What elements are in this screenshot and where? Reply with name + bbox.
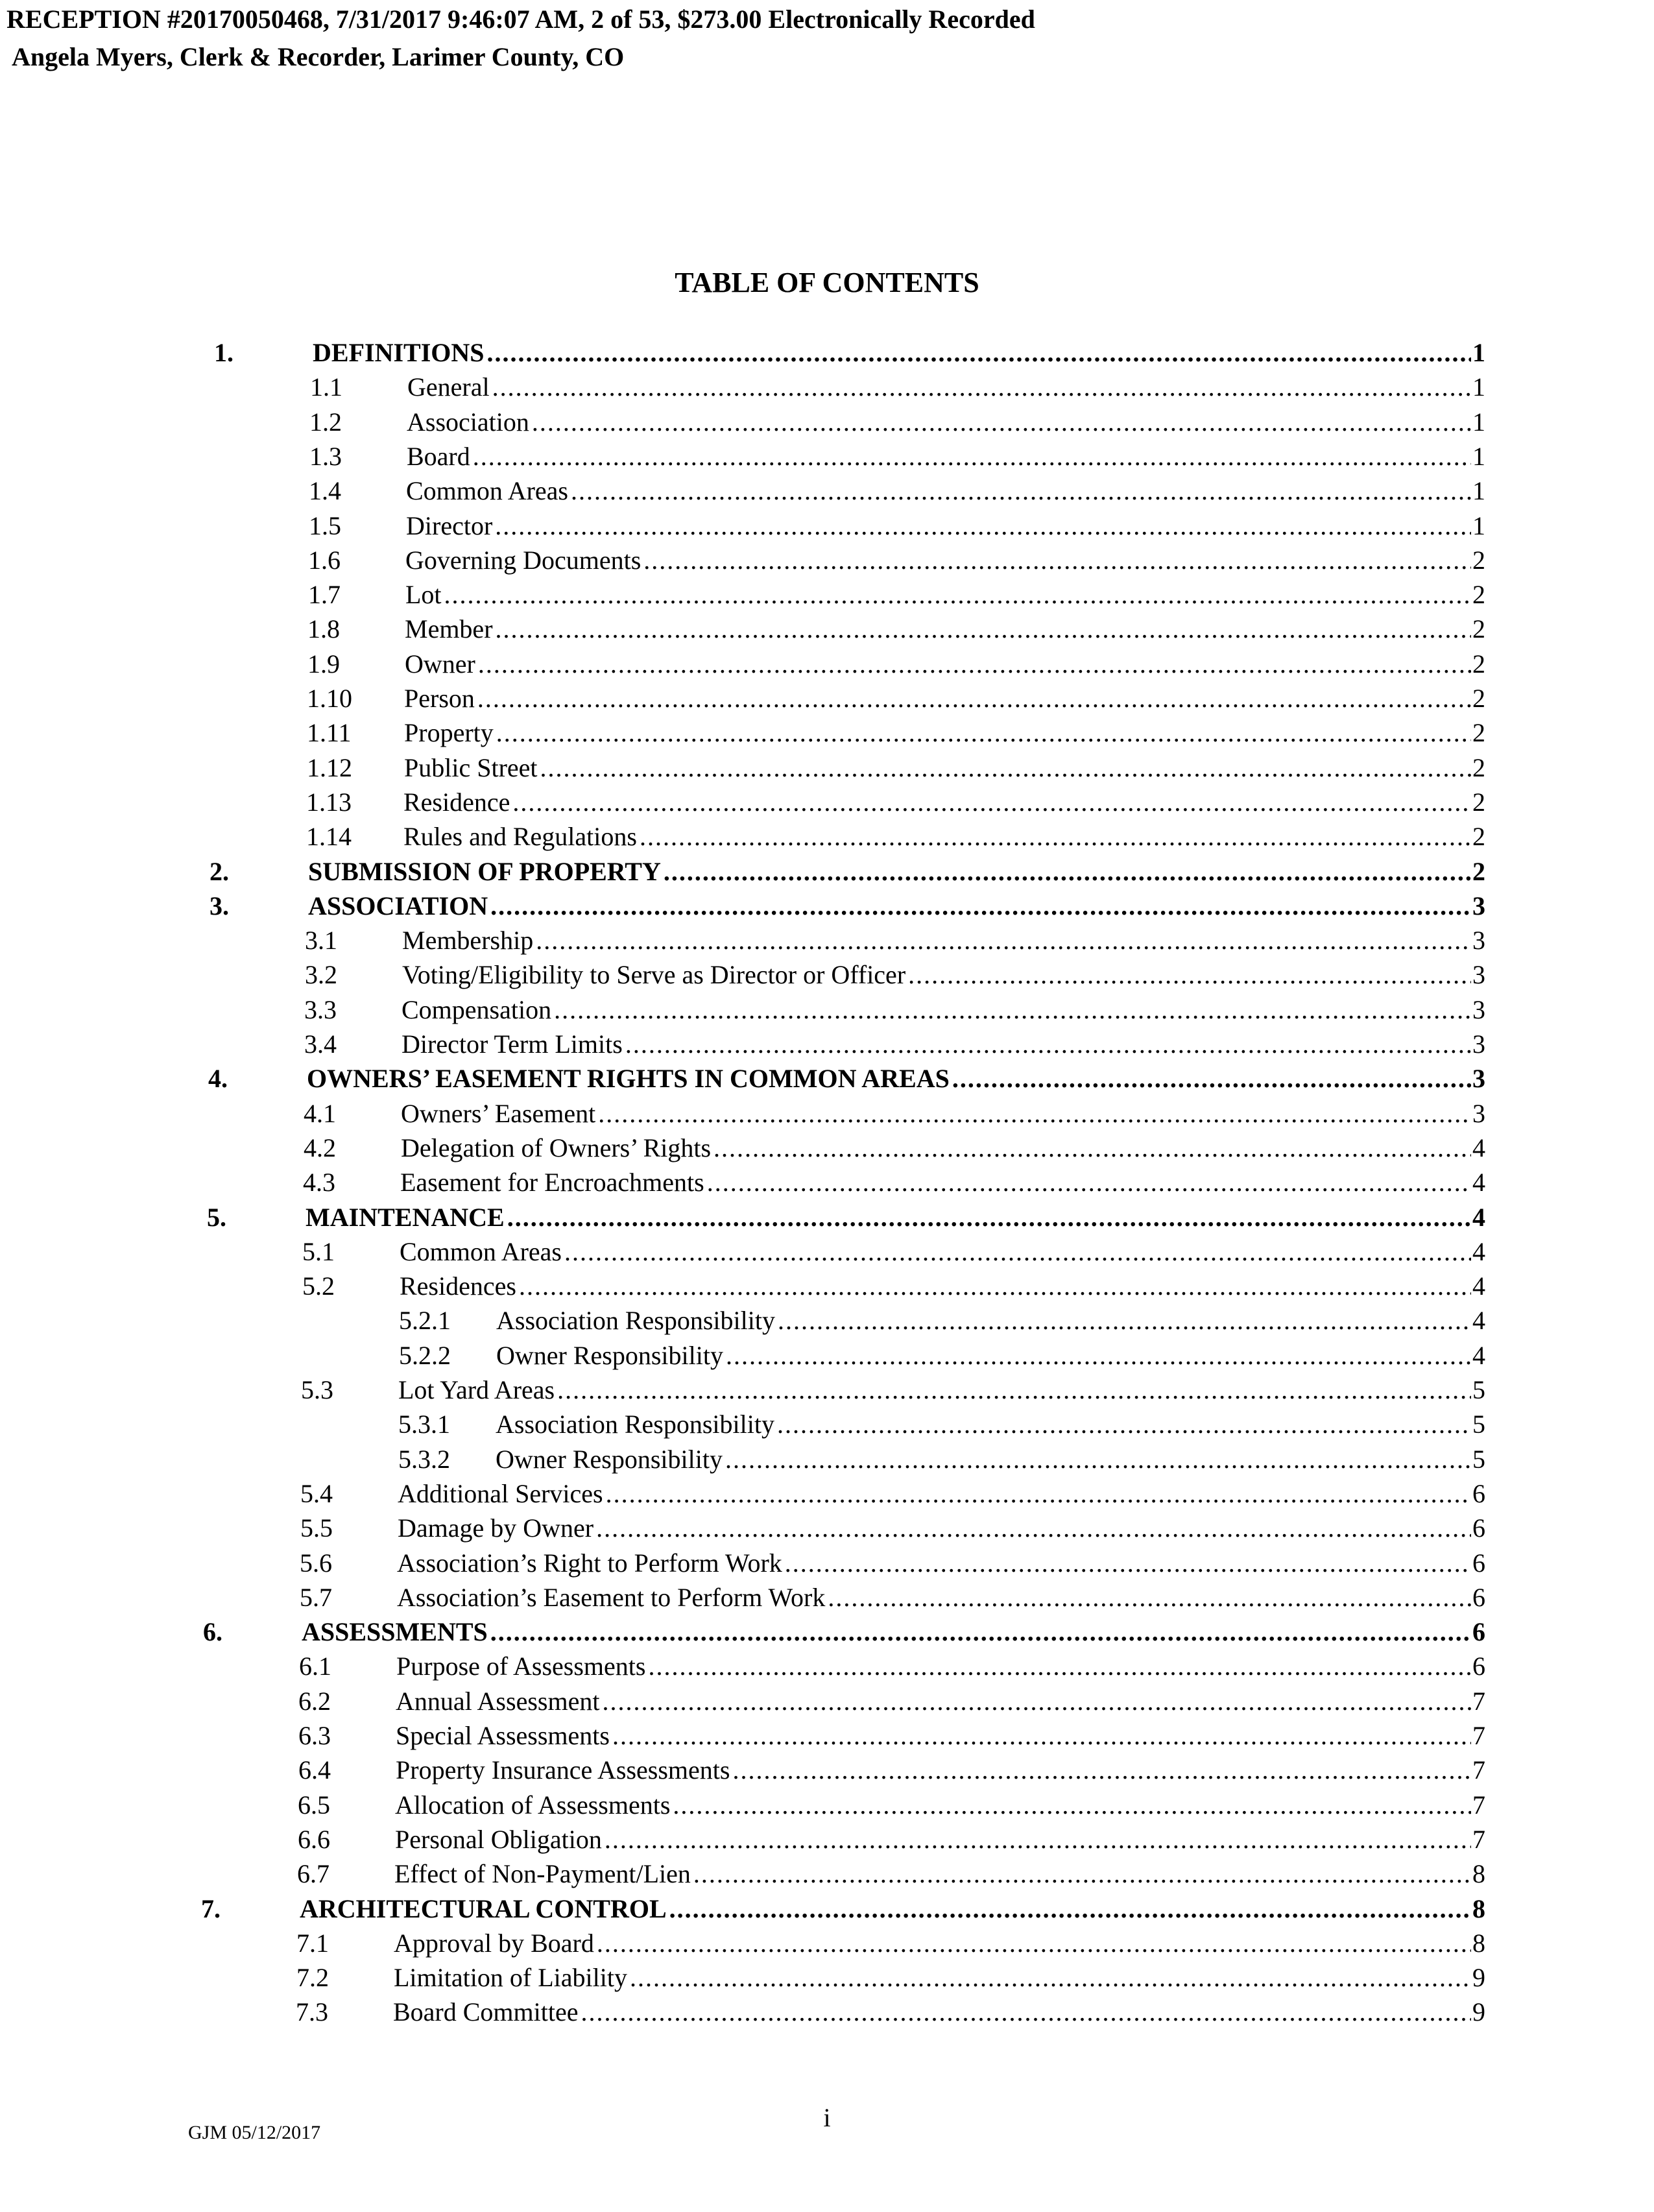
toc-entry-number: 3.2 bbox=[305, 960, 337, 989]
toc-entry-leader bbox=[406, 508, 1485, 544]
dot-leader bbox=[496, 715, 1471, 751]
toc-entry bbox=[308, 542, 1485, 579]
toc-entry-label: Board Committee bbox=[393, 1994, 581, 2030]
toc-entry-leader bbox=[406, 473, 1485, 509]
toc-entry-number: 5.6 bbox=[300, 1548, 332, 1578]
toc-entry-leader bbox=[401, 1130, 1485, 1166]
toc-entry-page: 1 bbox=[1472, 407, 1485, 437]
dot-leader bbox=[532, 404, 1471, 440]
toc-entry bbox=[210, 854, 1485, 890]
toc-entry-label: Allocation of Assessments bbox=[395, 1787, 673, 1823]
toc-entry-label: Limitation of Liability bbox=[394, 1960, 630, 1996]
toc-entry bbox=[309, 508, 1485, 544]
toc-entry-label: Additional Services bbox=[398, 1476, 606, 1512]
toc-entry-leader bbox=[398, 1372, 1485, 1408]
toc-entry bbox=[214, 335, 1485, 371]
toc-entry-page: 7 bbox=[1472, 1825, 1485, 1854]
toc-entry-leader bbox=[404, 680, 1485, 717]
toc-entry-leader bbox=[393, 1994, 1485, 2030]
toc-entry-page: 4 bbox=[1472, 1237, 1485, 1266]
dot-leader bbox=[536, 922, 1471, 959]
toc-entry-number: 5.3 bbox=[301, 1375, 333, 1404]
dot-leader bbox=[828, 1580, 1471, 1616]
toc-entry-leader bbox=[405, 577, 1485, 613]
toc-entry-leader bbox=[404, 715, 1485, 751]
dot-leader bbox=[602, 1683, 1471, 1720]
toc-entry-label: Association bbox=[407, 404, 532, 440]
toc-entry-page: 9 bbox=[1472, 1963, 1485, 1992]
toc-entry-label: OWNERS’ EASEMENT RIGHTS IN COMMON AREAS bbox=[307, 1061, 952, 1097]
toc-entry-number: 1.1 bbox=[310, 372, 342, 402]
toc-entry-label: Person bbox=[404, 680, 477, 717]
footer-version: GJM 05/12/2017 bbox=[188, 2122, 321, 2143]
toc-entry-number: 6.5 bbox=[298, 1790, 330, 1820]
toc-entry-page: 3 bbox=[1472, 995, 1485, 1024]
dot-leader bbox=[669, 1891, 1471, 1927]
toc-entry-label: Compensation bbox=[402, 992, 554, 1028]
toc-entry-page: 8 bbox=[1472, 1929, 1485, 1958]
recording-stamp-line-2: Angela Myers, Clerk & Recorder, Larimer County, CO bbox=[12, 42, 625, 71]
toc-entry-number: 5. bbox=[207, 1203, 226, 1232]
toc-entry-page: 6 bbox=[1472, 1652, 1485, 1681]
dot-leader bbox=[612, 1718, 1471, 1754]
toc-entry bbox=[307, 750, 1485, 786]
toc-entry bbox=[210, 888, 1485, 924]
toc-entry-label: Purpose of Assessments bbox=[396, 1648, 648, 1685]
toc-entry-leader bbox=[496, 1406, 1485, 1443]
toc-entry bbox=[309, 439, 1485, 475]
toc-entry-label: Residences bbox=[400, 1268, 519, 1304]
toc-entry-number: 6.2 bbox=[298, 1687, 331, 1716]
toc-entry-leader bbox=[307, 1061, 1485, 1097]
toc-entry-label: Director Term Limits bbox=[402, 1026, 625, 1063]
toc-entry-number: 3.1 bbox=[305, 926, 337, 955]
toc-entry-number: 1.14 bbox=[306, 822, 352, 851]
dot-leader bbox=[490, 888, 1471, 924]
dot-leader bbox=[673, 1787, 1471, 1823]
dot-leader bbox=[606, 1476, 1471, 1512]
toc-entry-leader bbox=[396, 1648, 1485, 1685]
toc-entry-page: 1 bbox=[1472, 442, 1485, 471]
toc-entry-page: 3 bbox=[1472, 1029, 1485, 1059]
toc-entry-label: Personal Obligation bbox=[395, 1821, 605, 1858]
toc-entry-page: 3 bbox=[1472, 960, 1485, 989]
toc-entry-number: 3.4 bbox=[304, 1029, 337, 1059]
toc-entry-number: 4.2 bbox=[304, 1133, 336, 1162]
toc-entry bbox=[300, 1476, 1485, 1512]
toc-entry-page: 2 bbox=[1472, 614, 1485, 643]
toc-entry-label: Member bbox=[405, 611, 496, 647]
toc-entry-page: 8 bbox=[1472, 1859, 1485, 1888]
toc-entry-label: Membership bbox=[402, 922, 536, 959]
toc-entry-label: Owner Responsibility bbox=[496, 1338, 726, 1374]
toc-entry-page: 5 bbox=[1472, 1410, 1485, 1439]
toc-entry bbox=[399, 1338, 1485, 1374]
toc-entry-number: 5.2 bbox=[302, 1271, 335, 1301]
toc-entry-page: 1 bbox=[1472, 511, 1485, 540]
toc-entry-label: Governing Documents bbox=[405, 542, 643, 579]
toc-entry-number: 4.1 bbox=[304, 1099, 336, 1128]
toc-entry-leader bbox=[394, 1960, 1485, 1996]
toc-entry-number: 5.3.1 bbox=[398, 1410, 450, 1439]
dot-leader bbox=[664, 854, 1471, 890]
toc-entry-number: 1.6 bbox=[308, 546, 341, 575]
toc-entry bbox=[306, 819, 1485, 855]
toc-entry-page: 2 bbox=[1472, 684, 1485, 713]
dot-leader bbox=[605, 1821, 1471, 1858]
toc-entry-page: 2 bbox=[1472, 546, 1485, 575]
toc-entry bbox=[309, 473, 1485, 509]
toc-entry-label: Association Responsibility bbox=[496, 1406, 777, 1443]
toc-entry-label: Approval by Board bbox=[394, 1925, 597, 1962]
toc-entry-number: 6. bbox=[203, 1617, 222, 1646]
toc-entry bbox=[299, 1648, 1485, 1685]
toc-entry-page: 4 bbox=[1472, 1306, 1485, 1335]
toc-entry-leader bbox=[405, 542, 1485, 579]
toc-entry bbox=[305, 922, 1485, 959]
toc-entry bbox=[297, 1856, 1485, 1892]
toc-entry bbox=[398, 1406, 1485, 1443]
toc-entry-number: 5.2.2 bbox=[399, 1341, 451, 1370]
toc-entry-label: Common Areas bbox=[400, 1234, 564, 1270]
dot-leader bbox=[554, 992, 1471, 1028]
dot-leader bbox=[713, 1130, 1471, 1166]
toc-entry-leader bbox=[308, 888, 1485, 924]
toc-entry-page: 6 bbox=[1472, 1479, 1485, 1508]
toc-entry-page: 1 bbox=[1472, 476, 1485, 505]
toc-entry-leader bbox=[397, 1580, 1485, 1616]
toc-entry-leader bbox=[403, 819, 1485, 855]
toc-entry-page: 2 bbox=[1472, 787, 1485, 817]
toc-entry bbox=[298, 1683, 1485, 1720]
toc-entry-number: 1.4 bbox=[309, 476, 341, 505]
toc-entry-number: 7. bbox=[201, 1894, 221, 1923]
toc-entry-label: Owners’ Easement bbox=[401, 1096, 598, 1132]
dot-leader bbox=[725, 1441, 1471, 1478]
toc-entry-number: 4. bbox=[208, 1064, 228, 1093]
toc-entry-page: 7 bbox=[1472, 1721, 1485, 1750]
dot-leader bbox=[630, 1960, 1471, 1996]
toc-entry-label: Lot bbox=[405, 577, 444, 613]
toc-entry-number: 3.3 bbox=[304, 995, 337, 1024]
toc-entry-page: 2 bbox=[1472, 580, 1485, 609]
toc-entry bbox=[304, 992, 1485, 1028]
toc-entry-page: 3 bbox=[1472, 1099, 1485, 1128]
toc-entry-number: 3. bbox=[210, 891, 229, 920]
toc-entry-leader bbox=[302, 1614, 1485, 1650]
toc-entry-leader bbox=[308, 854, 1485, 890]
dot-leader bbox=[487, 335, 1471, 371]
dot-leader bbox=[444, 577, 1471, 613]
toc-entry-page: 2 bbox=[1472, 822, 1485, 851]
toc-entry-leader bbox=[402, 922, 1485, 959]
dot-leader bbox=[557, 1372, 1471, 1408]
toc-entry-leader bbox=[407, 439, 1485, 475]
toc-entry-page: 2 bbox=[1472, 753, 1485, 782]
dot-leader bbox=[732, 1752, 1471, 1788]
toc-entry-leader bbox=[496, 1338, 1485, 1374]
dot-leader bbox=[785, 1545, 1471, 1581]
toc-entry-number: 1.7 bbox=[308, 580, 341, 609]
toc-entry bbox=[302, 1234, 1485, 1270]
toc-entry-leader bbox=[496, 1441, 1485, 1478]
dot-leader bbox=[512, 784, 1471, 821]
toc-entry-number: 6.7 bbox=[297, 1859, 330, 1888]
toc-entry-page: 4 bbox=[1472, 1203, 1485, 1232]
toc-entry-page: 4 bbox=[1472, 1168, 1485, 1197]
toc-entry-number: 6.6 bbox=[298, 1825, 330, 1854]
dot-leader bbox=[492, 369, 1471, 405]
toc-entry-number: 1.12 bbox=[307, 753, 352, 782]
toc-entry bbox=[300, 1545, 1485, 1581]
toc-entry-label: Property Insurance Assessments bbox=[396, 1752, 732, 1788]
dot-leader bbox=[625, 1026, 1471, 1063]
toc-entry-page: 6 bbox=[1472, 1513, 1485, 1543]
toc-entry-page: 2 bbox=[1472, 857, 1485, 886]
dot-leader bbox=[643, 542, 1471, 579]
toc-entry bbox=[298, 1752, 1485, 1788]
toc-entry-number: 5.1 bbox=[302, 1237, 335, 1266]
toc-entry-label: Lot Yard Areas bbox=[398, 1372, 557, 1408]
toc-entry-number: 1.8 bbox=[307, 614, 340, 643]
dot-leader bbox=[581, 1994, 1471, 2030]
toc-entry-label: Annual Assessment bbox=[396, 1683, 602, 1720]
toc-entry bbox=[307, 680, 1485, 717]
toc-entry-leader bbox=[405, 646, 1485, 682]
toc-entry-leader bbox=[396, 1752, 1485, 1788]
toc-entry-number: 1.10 bbox=[307, 684, 352, 713]
dot-leader bbox=[477, 680, 1471, 717]
dot-leader bbox=[707, 1164, 1471, 1201]
toc-entry-number: 5.2.1 bbox=[399, 1306, 451, 1335]
toc-entry-number: 7.2 bbox=[296, 1963, 329, 1992]
toc-entry-label: DEFINITIONS bbox=[313, 335, 487, 371]
toc-entry-page: 2 bbox=[1472, 718, 1485, 747]
toc-entry-number: 1.11 bbox=[307, 718, 352, 747]
dot-leader bbox=[778, 1303, 1471, 1339]
dot-leader bbox=[908, 957, 1471, 993]
toc-entry bbox=[307, 611, 1485, 647]
dot-leader bbox=[478, 646, 1471, 682]
toc-entry-number: 6.3 bbox=[298, 1721, 331, 1750]
dot-leader bbox=[648, 1648, 1471, 1685]
dot-leader bbox=[598, 1096, 1471, 1132]
toc-entry-leader bbox=[407, 369, 1485, 405]
dot-leader bbox=[540, 750, 1471, 786]
toc-entry bbox=[300, 1580, 1485, 1616]
toc-entry-page: 7 bbox=[1472, 1687, 1485, 1716]
toc-entry-leader bbox=[313, 335, 1485, 371]
toc-entry bbox=[296, 1994, 1485, 2030]
toc-entry bbox=[296, 1960, 1485, 1996]
toc-entry bbox=[399, 1303, 1485, 1339]
toc-entry-page: 8 bbox=[1472, 1894, 1485, 1923]
toc-entry-leader bbox=[400, 1164, 1485, 1201]
toc-entry bbox=[203, 1614, 1485, 1650]
toc-entry bbox=[298, 1821, 1485, 1858]
toc-entry bbox=[201, 1891, 1485, 1927]
toc-entry-leader bbox=[396, 1718, 1485, 1754]
toc-entry bbox=[303, 1164, 1485, 1201]
toc-entry-number: 1.13 bbox=[306, 787, 352, 817]
dot-leader bbox=[596, 1510, 1471, 1546]
toc-entry-label: ASSOCIATION bbox=[308, 888, 490, 924]
toc-entry-page: 6 bbox=[1472, 1583, 1485, 1612]
toc-entry bbox=[306, 784, 1485, 821]
toc-entry-label: MAINTENANCE bbox=[306, 1199, 507, 1236]
toc-entry-page: 7 bbox=[1472, 1790, 1485, 1820]
toc-entry bbox=[302, 1268, 1485, 1304]
toc-entry-page: 1 bbox=[1472, 372, 1485, 402]
toc-entry-page: 2 bbox=[1472, 649, 1485, 679]
toc-entry-label: Owner bbox=[405, 646, 478, 682]
toc-entry-leader bbox=[394, 1856, 1485, 1892]
toc-entry-label: Delegation of Owners’ Rights bbox=[401, 1130, 713, 1166]
toc-entry-label: General bbox=[407, 369, 492, 405]
dot-leader bbox=[473, 439, 1471, 475]
toc-entry-leader bbox=[306, 1199, 1485, 1236]
toc-entry-leader bbox=[300, 1891, 1485, 1927]
toc-entry-leader bbox=[401, 1096, 1485, 1132]
toc-entry-leader bbox=[407, 404, 1485, 440]
toc-entry bbox=[298, 1787, 1485, 1823]
toc-entry-label: Public Street bbox=[404, 750, 540, 786]
toc-entry bbox=[307, 715, 1485, 751]
toc-entry-number: 1.9 bbox=[307, 649, 340, 679]
toc-entry bbox=[301, 1372, 1485, 1408]
toc-entry bbox=[308, 577, 1485, 613]
toc-entry-page: 1 bbox=[1472, 338, 1485, 367]
toc-entry-page: 7 bbox=[1472, 1755, 1485, 1785]
toc-entry bbox=[208, 1061, 1485, 1097]
dot-leader bbox=[952, 1061, 1471, 1097]
toc-entry-leader bbox=[400, 1268, 1485, 1304]
toc-entry-leader bbox=[397, 1545, 1485, 1581]
toc-entry-page: 5 bbox=[1472, 1375, 1485, 1404]
toc-entry-label: ARCHITECTURAL CONTROL bbox=[300, 1891, 669, 1927]
dot-leader bbox=[490, 1614, 1471, 1650]
toc-entry-leader bbox=[400, 1234, 1485, 1270]
toc-entry bbox=[310, 369, 1485, 405]
toc-entry-page: 3 bbox=[1472, 891, 1485, 920]
toc-entry-page: 3 bbox=[1472, 926, 1485, 955]
toc-entry-number: 7.3 bbox=[296, 1997, 328, 2026]
toc-entry-leader bbox=[396, 1683, 1485, 1720]
recording-stamp-line-1: RECEPTION #20170050468, 7/31/2017 9:46:07 AM, 2 of 53, $273.00 Electronically Recorded bbox=[6, 5, 1035, 34]
toc-entry-number: 5.5 bbox=[300, 1513, 333, 1543]
toc-entry-leader bbox=[398, 1476, 1485, 1512]
toc-entry-label: Property bbox=[404, 715, 496, 751]
toc-entry-page: 6 bbox=[1472, 1617, 1485, 1646]
toc-entry-leader bbox=[398, 1510, 1485, 1546]
toc-entry-label: Association Responsibility bbox=[496, 1303, 778, 1339]
footer-page-number: i bbox=[823, 2103, 831, 2132]
toc-entry-leader bbox=[404, 750, 1485, 786]
page-title: TABLE OF CONTENTS bbox=[675, 267, 979, 298]
toc-entry-label: Common Areas bbox=[406, 473, 571, 509]
dot-leader bbox=[519, 1268, 1471, 1304]
dot-leader bbox=[597, 1925, 1471, 1962]
toc-entry-number: 5.7 bbox=[300, 1583, 332, 1612]
toc-entry bbox=[305, 957, 1485, 993]
toc-entry-label: Effect of Non-Payment/Lien bbox=[394, 1856, 693, 1892]
toc-entry-label: Rules and Regulations bbox=[403, 819, 640, 855]
toc-entry-page: 6 bbox=[1472, 1548, 1485, 1578]
toc-entry-page: 5 bbox=[1472, 1445, 1485, 1474]
toc-entry-number: 1.5 bbox=[309, 511, 341, 540]
toc-entry-number: 1.2 bbox=[309, 407, 342, 437]
toc-entry-label: Special Assessments bbox=[396, 1718, 612, 1754]
toc-entry-page: 9 bbox=[1472, 1997, 1485, 2026]
toc-entry bbox=[309, 404, 1485, 440]
toc-entry-leader bbox=[402, 992, 1485, 1028]
toc-entry-page: 3 bbox=[1472, 1064, 1485, 1093]
toc-entry bbox=[304, 1026, 1485, 1063]
toc-entry-label: Board bbox=[407, 439, 473, 475]
toc-entry-label: ASSESSMENTS bbox=[302, 1614, 490, 1650]
dot-leader bbox=[495, 508, 1471, 544]
toc-entry-leader bbox=[405, 611, 1485, 647]
toc-entry-leader bbox=[394, 1925, 1485, 1962]
toc-entry bbox=[398, 1441, 1485, 1478]
toc-entry-label: Owner Responsibility bbox=[496, 1441, 725, 1478]
dot-leader bbox=[571, 473, 1471, 509]
toc-entry-page: 4 bbox=[1472, 1341, 1485, 1370]
dot-leader bbox=[640, 819, 1471, 855]
toc-entry-number: 4.3 bbox=[303, 1168, 335, 1197]
toc-entry-label: Voting/Eligibility to Serve as Director or Officer bbox=[402, 957, 908, 993]
toc-entry-label: Damage by Owner bbox=[398, 1510, 596, 1546]
toc-entry-number: 1. bbox=[214, 338, 234, 367]
dot-leader bbox=[507, 1199, 1471, 1236]
toc-entry bbox=[307, 646, 1485, 682]
toc-entry-label: SUBMISSION OF PROPERTY bbox=[308, 854, 664, 890]
toc-entry-leader bbox=[395, 1821, 1485, 1858]
dot-leader bbox=[564, 1234, 1471, 1270]
toc-entry bbox=[296, 1925, 1485, 1962]
dot-leader bbox=[693, 1856, 1471, 1892]
toc-entry-leader bbox=[496, 1303, 1485, 1339]
toc-entry-leader bbox=[402, 957, 1485, 993]
toc-entry bbox=[298, 1718, 1485, 1754]
toc-entry-number: 1.3 bbox=[309, 442, 342, 471]
toc-entry-number: 2. bbox=[210, 857, 229, 886]
toc-entry-number: 5.3.2 bbox=[398, 1445, 450, 1474]
toc-entry bbox=[207, 1199, 1485, 1236]
toc-entry-label: Association’s Right to Perform Work bbox=[397, 1545, 785, 1581]
toc-entry-leader bbox=[402, 1026, 1485, 1063]
toc-entry-number: 5.4 bbox=[300, 1479, 333, 1508]
toc-entry-label: Residence bbox=[403, 784, 512, 821]
dot-leader bbox=[496, 611, 1471, 647]
toc-entry-label: Association’s Easement to Perform Work bbox=[397, 1580, 828, 1616]
toc-entry-number: 7.1 bbox=[296, 1929, 329, 1958]
dot-leader bbox=[726, 1338, 1471, 1374]
toc-entry-leader bbox=[403, 784, 1485, 821]
toc-entry-label: Director bbox=[406, 508, 495, 544]
toc-entry-number: 6.4 bbox=[298, 1755, 331, 1785]
toc-entry bbox=[304, 1130, 1485, 1166]
toc-entry bbox=[304, 1096, 1485, 1132]
toc-entry-leader bbox=[395, 1787, 1485, 1823]
toc-entry bbox=[300, 1510, 1485, 1546]
toc-entry-page: 4 bbox=[1472, 1133, 1485, 1162]
toc-entry-number: 6.1 bbox=[299, 1652, 331, 1681]
toc-entry-page: 4 bbox=[1472, 1271, 1485, 1301]
toc-entry-label: Easement for Encroachments bbox=[400, 1164, 707, 1201]
dot-leader bbox=[777, 1406, 1471, 1443]
